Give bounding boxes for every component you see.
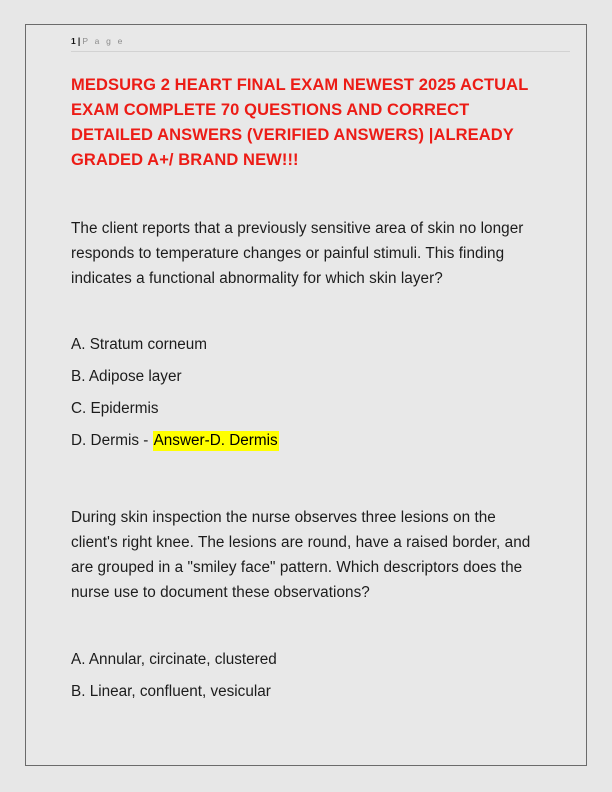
option-item[interactable]	[71, 680, 568, 704]
page-label: P a g e	[82, 36, 125, 46]
option-item[interactable]	[71, 365, 568, 389]
header-separator: |	[77, 36, 81, 47]
option-item[interactable]	[71, 429, 568, 453]
question-2-options	[71, 648, 568, 704]
page-number: 1	[71, 36, 76, 46]
option-text: D. Dermis -	[71, 432, 153, 450]
document-title: MEDSURG 2 HEART FINAL EXAM NEWEST 2025 ACTUAL EXAM COMPLETE 70 QUESTIONS AND CORRECT DETAILED ANSWERS (VERIFIED ANSWERS) |ALREADY GRADED A+/ BRAND NEW!!!	[71, 76, 529, 169]
question-1-stem: The client reports that a previously sensitive area of skin no longer responds to temperature changes or painful stimuli. This finding indicates a functional abnormality for which skin layer?	[71, 220, 524, 287]
option-item[interactable]	[71, 648, 568, 672]
document-page	[25, 24, 587, 766]
option-text: B. Linear, confluent, vesicular	[71, 682, 271, 700]
option-text: C. Epidermis	[71, 400, 159, 418]
option-item[interactable]	[71, 397, 568, 421]
page-header	[71, 34, 568, 48]
option-text: A. Annular, circinate, clustered	[71, 650, 277, 668]
option-text: B. Adipose layer	[71, 368, 182, 386]
question-1-options	[71, 333, 568, 453]
page-content	[71, 34, 568, 704]
option-item[interactable]	[71, 333, 568, 357]
answer-highlight: Answer-D. Dermis	[153, 432, 278, 450]
option-text: A. Stratum corneum	[71, 336, 208, 354]
question-2-stem: During skin inspection the nurse observes three lesions on the client's right knee. The lesions are round, have a raised border, and are grouped in a "smiley face" pattern. Which descriptors does the nurse use to document these observations?	[71, 509, 531, 601]
header-divider	[71, 51, 570, 52]
